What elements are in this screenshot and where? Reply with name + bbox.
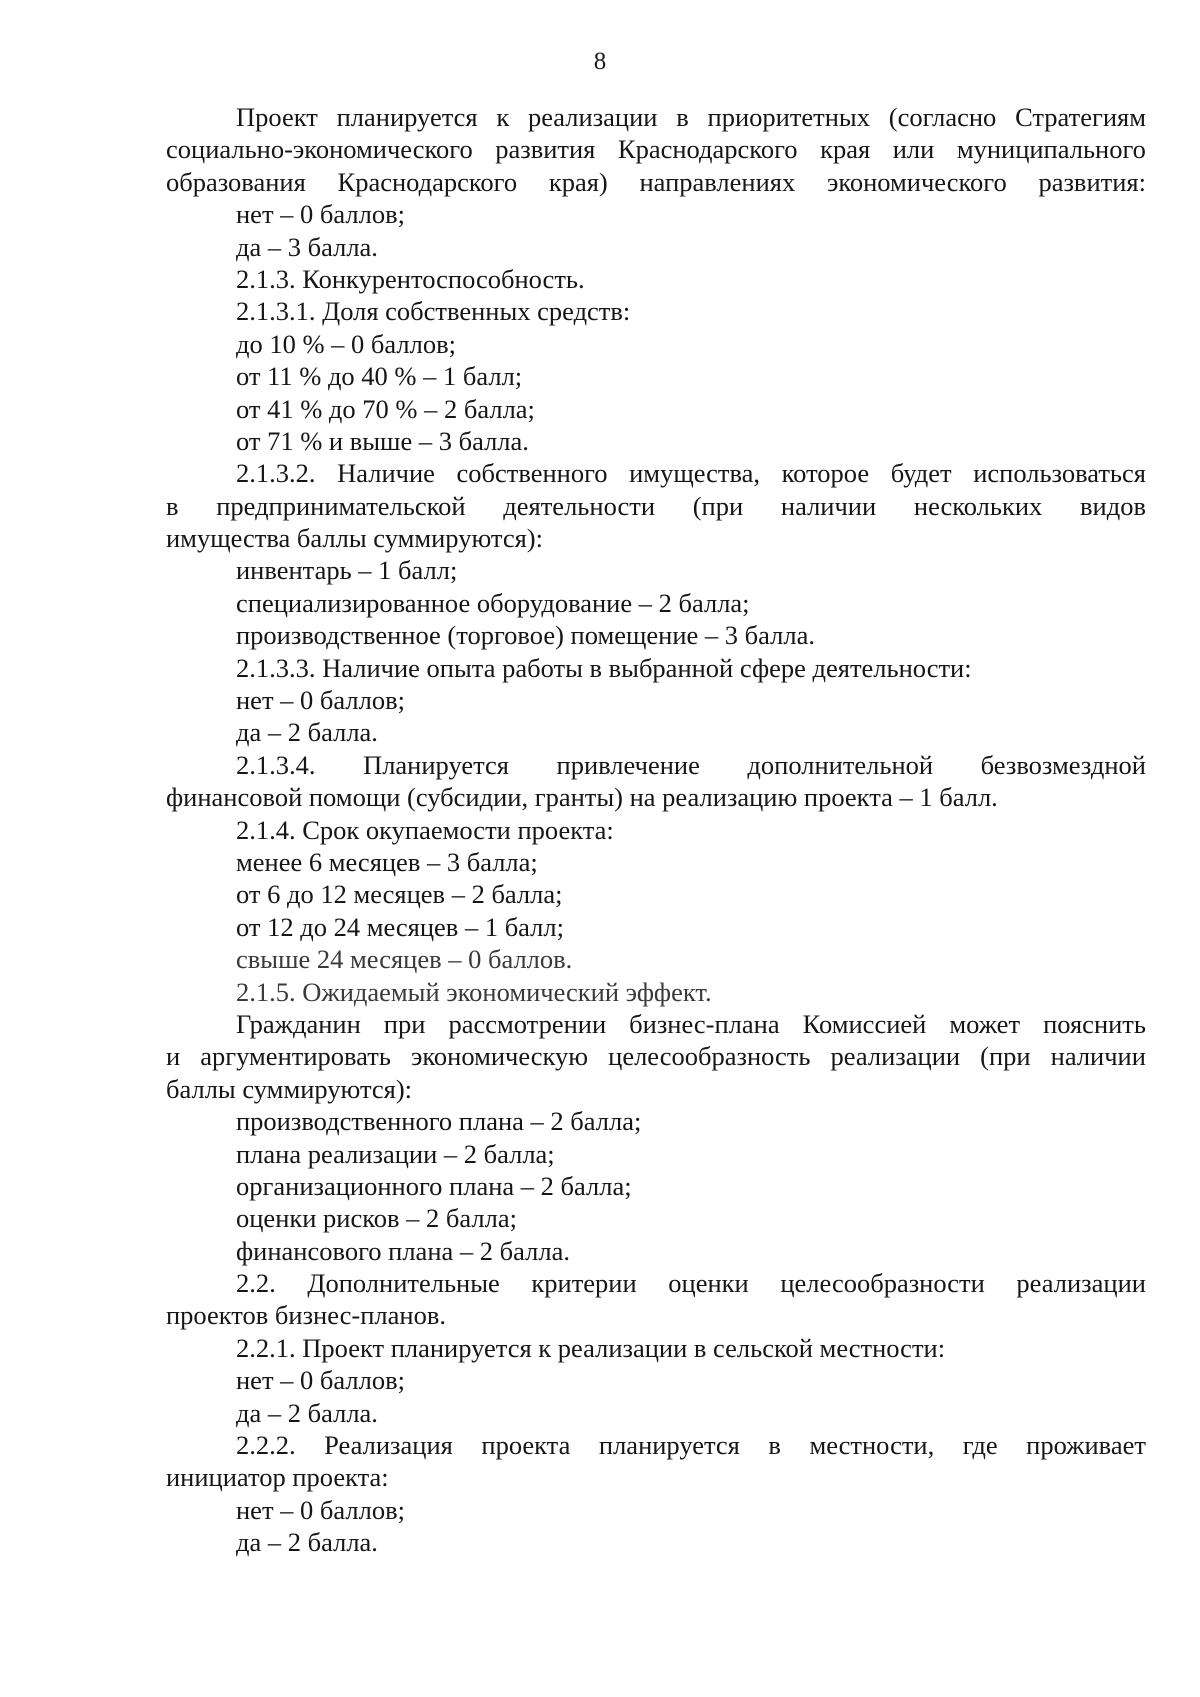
list-item: да – 2 балла.: [236, 717, 378, 748]
word: местности,: [809, 1430, 935, 1461]
word: будет: [890, 458, 952, 489]
word: направлениях: [639, 166, 796, 197]
word: предпринимательской: [216, 490, 466, 521]
word: в: [768, 1430, 781, 1461]
list-item: менее 6 месяцев – 3 балла;: [236, 846, 538, 877]
word: 2.2.: [236, 1268, 276, 1299]
paragraph-line: [166, 1040, 1146, 1072]
list-item: нет – 0 баллов;: [236, 199, 405, 230]
section-heading: 2.1.4. Срок окупаемости проекта:: [236, 814, 614, 845]
paragraph-line: инициатор проекта:: [166, 1462, 389, 1493]
word: Реализация: [324, 1430, 453, 1461]
word: пояснить: [1043, 1008, 1146, 1039]
word: целесообразности: [780, 1268, 985, 1299]
paragraph-line: [166, 490, 1146, 522]
list-item: инвентарь – 1 балл;: [236, 555, 458, 586]
word: или: [892, 134, 935, 165]
word: видов: [1080, 490, 1146, 521]
word: Проект: [236, 102, 318, 132]
word: имущества,: [629, 458, 761, 489]
paragraph-line: [166, 166, 1146, 198]
word: наличии: [1050, 1041, 1146, 1072]
word: к: [496, 102, 510, 132]
list-item: производственное (торговое) помещение – 3 балла.: [236, 620, 815, 651]
word: социально-экономического: [166, 134, 473, 165]
word: проживает: [1026, 1430, 1146, 1461]
list-item: специализированное оборудование – 2 балла;: [236, 587, 750, 618]
word: и: [166, 1041, 181, 1072]
list-item: да – 2 балла.: [236, 1527, 378, 1558]
word: проекта: [481, 1430, 571, 1461]
word: целесообразность: [608, 1041, 811, 1072]
word: образования: [166, 166, 306, 197]
list-item: финансового плана – 2 балла.: [236, 1235, 570, 1266]
word: оценки: [668, 1268, 749, 1299]
list-item: нет – 0 баллов;: [236, 1365, 405, 1396]
word: Краснодарского: [617, 134, 798, 165]
list-item: свыше 24 месяцев – 0 баллов.: [236, 944, 573, 975]
word: наличии: [780, 490, 877, 521]
word: может: [949, 1008, 1021, 1039]
word: безвозмездной: [980, 749, 1146, 780]
word: муниципального: [956, 134, 1146, 165]
list-item: от 11 % до 40 % – 1 балл;: [236, 361, 523, 392]
list-item: организационного плана – 2 балла;: [236, 1170, 632, 1201]
word: Гражданин: [236, 1008, 361, 1039]
section-heading: 2.1.5. Ожидаемый экономический эффект.: [236, 976, 712, 1007]
list-item: до 10 % – 0 баллов;: [236, 328, 456, 359]
word: края): [548, 166, 608, 197]
word: использоваться: [973, 458, 1146, 489]
word: планируется: [336, 102, 478, 132]
paragraph-line: проектов бизнес-планов.: [166, 1300, 446, 1331]
word: развития: [495, 134, 596, 165]
word: экономическую: [410, 1041, 589, 1072]
word: планируется: [598, 1430, 740, 1461]
paragraph-line: [166, 457, 1146, 489]
word: Комиссией: [802, 1008, 927, 1039]
word: аргументировать: [200, 1041, 391, 1072]
paragraph-line: [166, 749, 1146, 781]
subsection-heading: 2.1.3.3. Наличие опыта работы в выбранной сфере деятельности:: [236, 652, 972, 683]
word: Стратегиям: [1015, 102, 1146, 132]
subsection-heading: 2.1.3.1. Доля собственных средств:: [236, 296, 631, 327]
word: 2.1.3.2.: [236, 458, 316, 489]
word: Краснодарского: [337, 166, 518, 197]
word: бизнес-плана: [629, 1008, 780, 1039]
word: (при: [692, 490, 744, 521]
word: при: [383, 1008, 426, 1039]
word: собственного: [456, 458, 608, 489]
list-item: да – 2 балла.: [236, 1397, 378, 1428]
paragraph-line: баллы суммируются):: [166, 1073, 413, 1104]
list-item: от 12 до 24 месяцев – 1 балл;: [236, 911, 564, 942]
word: нескольких: [913, 490, 1043, 521]
section-heading: 2.1.3. Конкурентоспособность.: [236, 263, 585, 294]
word: экономического: [826, 166, 1007, 197]
word: приоритетных: [707, 102, 870, 132]
paragraph-line: финансовой помощи (субсидии, гранты) на реализацию проекта – 1 балл.: [166, 782, 998, 813]
list-item: от 6 до 12 месяцев – 2 балла;: [236, 879, 563, 910]
paragraph-line: [166, 101, 1146, 133]
word: которое: [781, 458, 870, 489]
paragraph-line: [166, 1429, 1146, 1461]
word: Планируется: [363, 749, 509, 780]
paragraph-line: [166, 1267, 1146, 1299]
word: критерии: [531, 1268, 637, 1299]
word: 2.2.2.: [236, 1430, 296, 1461]
word: развития:: [1038, 166, 1146, 197]
list-item: оценки рисков – 2 балла;: [236, 1203, 517, 1234]
subsection-heading: 2.2.1. Проект планируется к реализации в сельской местности:: [236, 1332, 946, 1363]
word: где: [962, 1430, 998, 1461]
word: в: [676, 102, 689, 132]
word: 2.1.3.4.: [236, 749, 316, 780]
word: в: [166, 490, 179, 521]
document-body: [166, 101, 1146, 1559]
word: дополнительной: [747, 749, 934, 780]
word: Дополнительные: [307, 1268, 500, 1299]
word: реализации: [830, 1041, 961, 1072]
word: реализации: [1016, 1268, 1146, 1299]
paragraph-line: [166, 133, 1146, 165]
word: привлечение: [556, 749, 700, 780]
list-item: от 41 % до 70 % – 2 балла;: [236, 393, 535, 424]
word: (при: [980, 1041, 1031, 1072]
list-item: от 71 % и выше – 3 балла.: [236, 425, 529, 456]
list-item: плана реализации – 2 балла;: [236, 1138, 555, 1169]
word: реализации: [527, 102, 658, 132]
paragraph-line: [166, 1008, 1146, 1040]
list-item: нет – 0 баллов;: [236, 685, 405, 716]
word: Наличие: [337, 458, 435, 489]
page-number: 8: [593, 48, 607, 75]
word: края: [820, 134, 871, 165]
word: деятельности: [503, 490, 655, 521]
word: (согласно: [888, 102, 997, 132]
list-item: производственного плана – 2 балла;: [236, 1106, 642, 1137]
word: рассмотрении: [448, 1008, 607, 1039]
paragraph-line: имущества баллы суммируются):: [166, 523, 543, 554]
list-item: нет – 0 баллов;: [236, 1494, 405, 1525]
list-item: да – 3 балла.: [236, 231, 378, 262]
